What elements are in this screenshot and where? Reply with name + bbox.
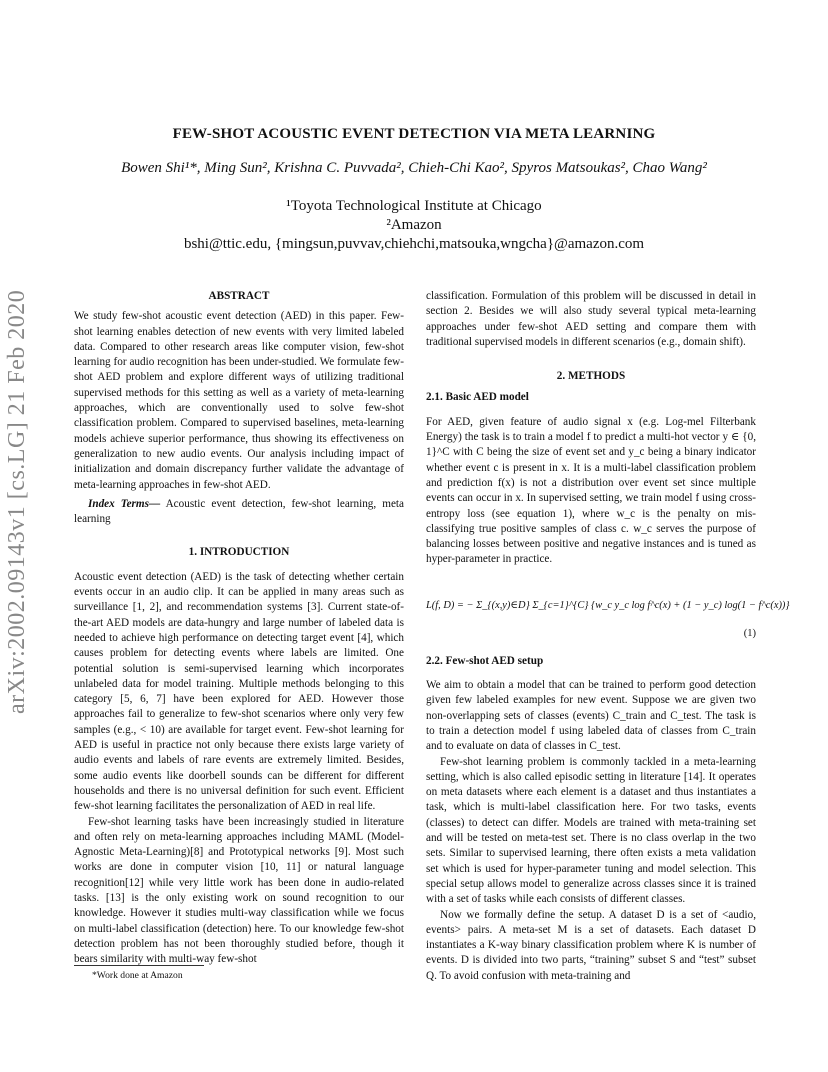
basic-aed-paragraph: For AED, given feature of audio signal x (e.g. Log-mel Filterbank Energy) the task is to train a model f to predict a multi-hot vector y ∈ {0, 1}^C with C being the size of event set and y_c being a binary indicator whether event c is present in x. It is a multi-label classification problem and prediction f(x) is not a distribution over event set since multiple events can occur in x. In supervised setting, we train model f using cross-entropy loss (see equation 1), where w_c is the penalty on mis-classifying true positive samples of class c. w_c serves the purpose of balancing losses between positive and negative instances and is tuned as hyper-parameter in practice. — [426, 415, 756, 566]
intro-paragraph-1: Acoustic event detection (AED) is the task of detecting whether certain events occur in an audio clip. It can be applied in many areas such as surveillance [1, 2], and recommendation systems [3]. Current state-of-the-art AED models are data-hungry and large number of labeled data is needed to achieve high performance on detecting target event [4], which causes problem for detecting events where labels are limited. One potential solution is semi-supervised learning which incorporates unlabeled data for model training. Multiple methods belonging to this category [5, 6, 7] have been explored for AED. However those approaches fail to generalize to few-shot scenarios where only very few samples (e.g., < 10) are available for target event. Few-shot learning for AED is useful in practice not only because there exists large variety of audio events and labels of rare events are extremely limited. Besides, some audio events like doorbell sounds can be different for different households and there is no universal definition for such event. Efficient few-shot learning facilitates the personalization of AED in real life. — [74, 570, 404, 813]
footnote-rule — [74, 965, 204, 966]
setup-paragraph-3: Now we formally define the setup. A dataset D is a set of <audio, events> pairs. A meta-set M is a set of datasets. Each dataset D instantiates a K-way binary classification problem where K is number of events. D is divided into two parts, “training” subset S and “test” subset Q. To avoid confusion with meta-training and — [426, 908, 756, 982]
setup-paragraph-2: Few-shot learning problem is commonly tackled in a meta-learning setting, which is also called episodic setting in literature [14]. It operates on meta datasets where each element is a dataset and thus instantiates a task, which is multi-label classification here. For two tasks, events (classes) to detect can differ. Models are trained with meta-training set and will be tested on meta-test set. There is no class overlap in the two sets. Similar to supervised learning, there often exists a meta validation set which is used for hyper-parameter tuning and model selection. This special setup allows model to generalize across classes since it is trained with a set of tasks while each consists of different classes. — [426, 755, 756, 906]
right-column — [426, 289, 790, 984]
subsection-basic-aed: 2.1. Basic AED model — [426, 391, 529, 404]
left-column — [74, 289, 404, 967]
methods-heading: 2. METHODS — [556, 370, 626, 383]
setup-paragraph-1: We aim to obtain a model that can be trained to perform good detection given few labeled examples for new event. Suppose we are given two non-overlapping sets of classes (events) C_train and C_test. The task is to train a detection model f using labeled data of classes from C_train and to evaluate on data of classes in C_test. — [426, 679, 756, 753]
abstract-text: We study few-shot acoustic event detection (AED) in this paper. Few-shot learning enables detection of new events with very limited labeled data. Compared to other research areas like computer vision, few-shot learning for audio recognition has been under-studied. We formulate few-shot AED problem and explore different ways of utilizing traditional supervised methods for this setting as well as a variety of meta-learning approaches, which are conventionally used to solve few-shot classification problem. Compared to supervised baselines, meta-learning models achieve superior performance, thus showing its effectiveness on generalization to new audio events. Our analysis including impact of initialization and domain discrepancy further validate the advantage of meta-learning approaches in few-shot AED. — [74, 310, 404, 491]
paper-title: FEW-SHOT ACOUSTIC EVENT DETECTION VIA META LEARNING — [172, 126, 656, 142]
index-terms-label: Index Terms— — [88, 497, 161, 510]
subsection-few-shot-setup: 2.2. Few-shot AED setup — [426, 654, 544, 667]
equation-block — [426, 568, 790, 646]
author-list: Bowen Shi¹*, Ming Sun², Krishna C. Puvvada², Chieh-Chi Kao², Spyros Matsoukas², Chao Wang² — [121, 160, 707, 176]
footnote: *Work done at Amazon — [92, 970, 183, 981]
arxiv-stamp: arXiv:2002.09143v1 [cs.LG] 21 Feb 2020 — [4, 289, 30, 714]
intro-heading: 1. INTRODUCTION — [188, 546, 290, 559]
index-terms — [74, 497, 404, 528]
right-paragraph-0: classification. Formulation of this problem will be discussed in detail in section 2. Besides we will also study several typical meta-learning approaches under few-shot AED setting and compare them with traditional supervised models in different scenarios (e.g., domain shift). — [426, 290, 756, 348]
intro-paragraph-2: Few-shot learning tasks have been increasingly studied in literature and often rely on meta-learning approaches including MAML (Model-Agnostic Meta-Learning)[8] and Prototypical networks [9]. Most such works are done in computer vision [10, 11] or natural language recognition[12] while very little work has been done in audio-related tasks. [13] is the only existing work on sound recognition to our knowledge. However it studies multi-way classification while we focus on multi-label classification (detection) here. To our knowledge few-shot detection problem has not been thoroughly studied before, though it bears similarity with multi-way few-shot — [74, 815, 404, 966]
index-terms-text: Acoustic event detection, few-shot learning, meta learning — [74, 497, 404, 526]
equation-loss: L(f, D) = − Σ_{(x,y)∈D} Σ_{c=1}^{C} {w_c y_c log f^c(x) + (1 − y_c) log(1 − f^c(x))} — [426, 599, 790, 611]
equation-number: (1) — [743, 627, 756, 639]
affiliation-amazon: ²Amazon — [386, 217, 442, 233]
abstract-heading: ABSTRACT — [208, 290, 270, 302]
affiliation-ttic: ¹Toyota Technological Institute at Chicago — [286, 198, 542, 214]
author-emails: bshi@ttic.edu, {mingsun,puvvav,chiehchi,matsouka,wngcha}@amazon.com — [183, 236, 645, 252]
